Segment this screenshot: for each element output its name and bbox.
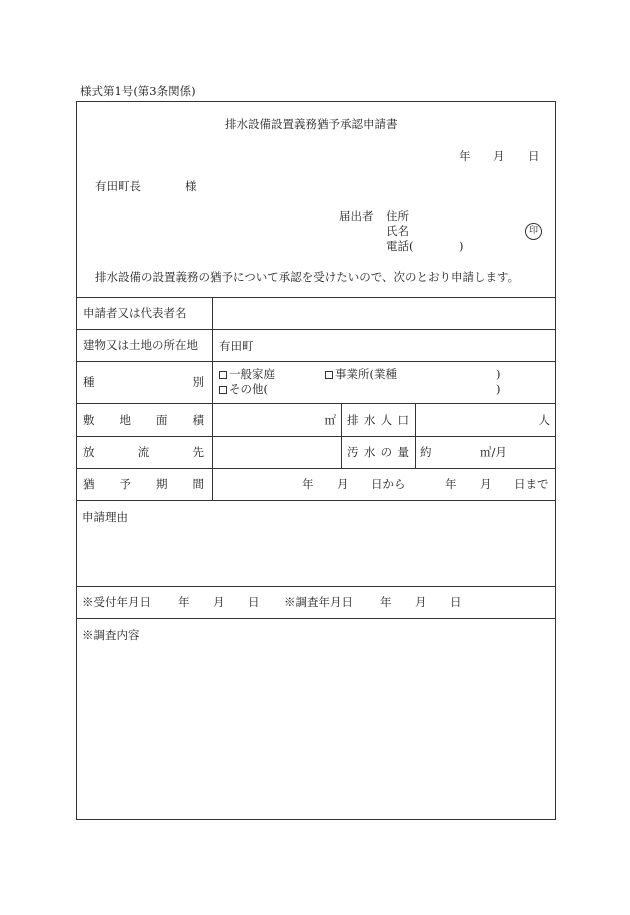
reason-field[interactable] — [77, 525, 555, 585]
grace-from-year: 年 — [302, 477, 314, 491]
applicant-role-label: 届出者 — [339, 209, 374, 223]
date-day-label: 日 — [528, 149, 540, 163]
row-divider — [76, 618, 556, 619]
survey-contents-label: ※調査内容 — [82, 628, 140, 642]
survey-year: 年 — [380, 595, 392, 609]
received-month: 月 — [213, 595, 225, 609]
row-divider — [76, 586, 556, 587]
type-option-household[interactable]: 一般家庭 — [219, 369, 275, 381]
sewage-amount-field[interactable] — [416, 437, 555, 468]
grace-until-year: 年 — [445, 477, 457, 491]
date-year-label: 年 — [459, 149, 471, 163]
addressee-name: 有田町長 — [95, 179, 141, 193]
site-area-label: 敷 地 面 積 — [83, 412, 204, 427]
survey-month: 月 — [415, 595, 427, 609]
checkbox-icon[interactable] — [219, 386, 227, 394]
checkbox-icon[interactable] — [219, 371, 227, 379]
checkbox-icon[interactable] — [325, 371, 333, 379]
survey-day: 日 — [450, 595, 462, 609]
grace-until-month: 月 — [480, 477, 492, 491]
reason-label: 申請理由 — [82, 510, 128, 524]
location-field[interactable]: 有田町 — [219, 338, 254, 353]
type-option-business[interactable]: 事業所(業種 — [325, 369, 397, 381]
addressee-honorific: 様 — [185, 179, 197, 193]
site-area-field[interactable] — [213, 404, 341, 436]
other-close-paren: ) — [496, 382, 501, 396]
grace-from-month: 月 — [337, 477, 349, 491]
drainage-population-label: 排 水 人 口 — [347, 412, 409, 427]
population-unit: 人 — [538, 413, 550, 427]
type-option-other[interactable]: その他( — [219, 384, 268, 396]
applicant-address-label: 住所 — [386, 209, 409, 223]
survey-contents-field[interactable] — [77, 643, 555, 819]
grace-period-label: 猶 予 期 間 — [83, 477, 204, 491]
form-number: 様式第1号(第3条関係) — [80, 84, 196, 98]
sewage-amount-label: 汚 水 の 量 — [347, 445, 409, 459]
drainage-population-field[interactable] — [416, 404, 555, 436]
location-label: 建物又は土地の所在地 — [83, 338, 198, 352]
type-label: 種 別 — [83, 375, 204, 389]
applicant-rep-label: 申請者又は代表者名 — [83, 306, 187, 320]
applicant-phone-close: ) — [459, 239, 464, 253]
form-title: 排水設備設置義務猶予承認申請書 — [225, 117, 398, 131]
intro-text: 排水設備の設置義務の猶予について承認を受けたいので、次のとおり申請します。 — [95, 270, 520, 284]
date-month-label: 月 — [493, 149, 505, 163]
applicant-rep-field[interactable] — [213, 298, 555, 329]
grace-from-day: 日から — [371, 477, 406, 491]
received-year: 年 — [178, 595, 190, 609]
received-date-label: ※受付年月日 — [82, 595, 151, 609]
grace-until-day: 日まで — [514, 477, 549, 491]
discharge-destination-label: 放 流 先 — [83, 445, 204, 459]
business-close-paren: ) — [496, 367, 501, 381]
received-day: 日 — [248, 595, 260, 609]
site-area-unit: ㎡ — [324, 413, 336, 427]
survey-date-label: ※調査年月日 — [284, 595, 353, 609]
applicant-name-label: 氏名 — [386, 224, 409, 238]
row-divider — [76, 500, 556, 501]
discharge-destination-field[interactable] — [213, 437, 341, 468]
applicant-phone-label: 電話( — [386, 239, 414, 253]
sewage-unit: ㎥/月 — [480, 445, 507, 459]
sewage-approx: 約 — [420, 445, 432, 459]
seal-icon: 印 — [525, 223, 542, 240]
